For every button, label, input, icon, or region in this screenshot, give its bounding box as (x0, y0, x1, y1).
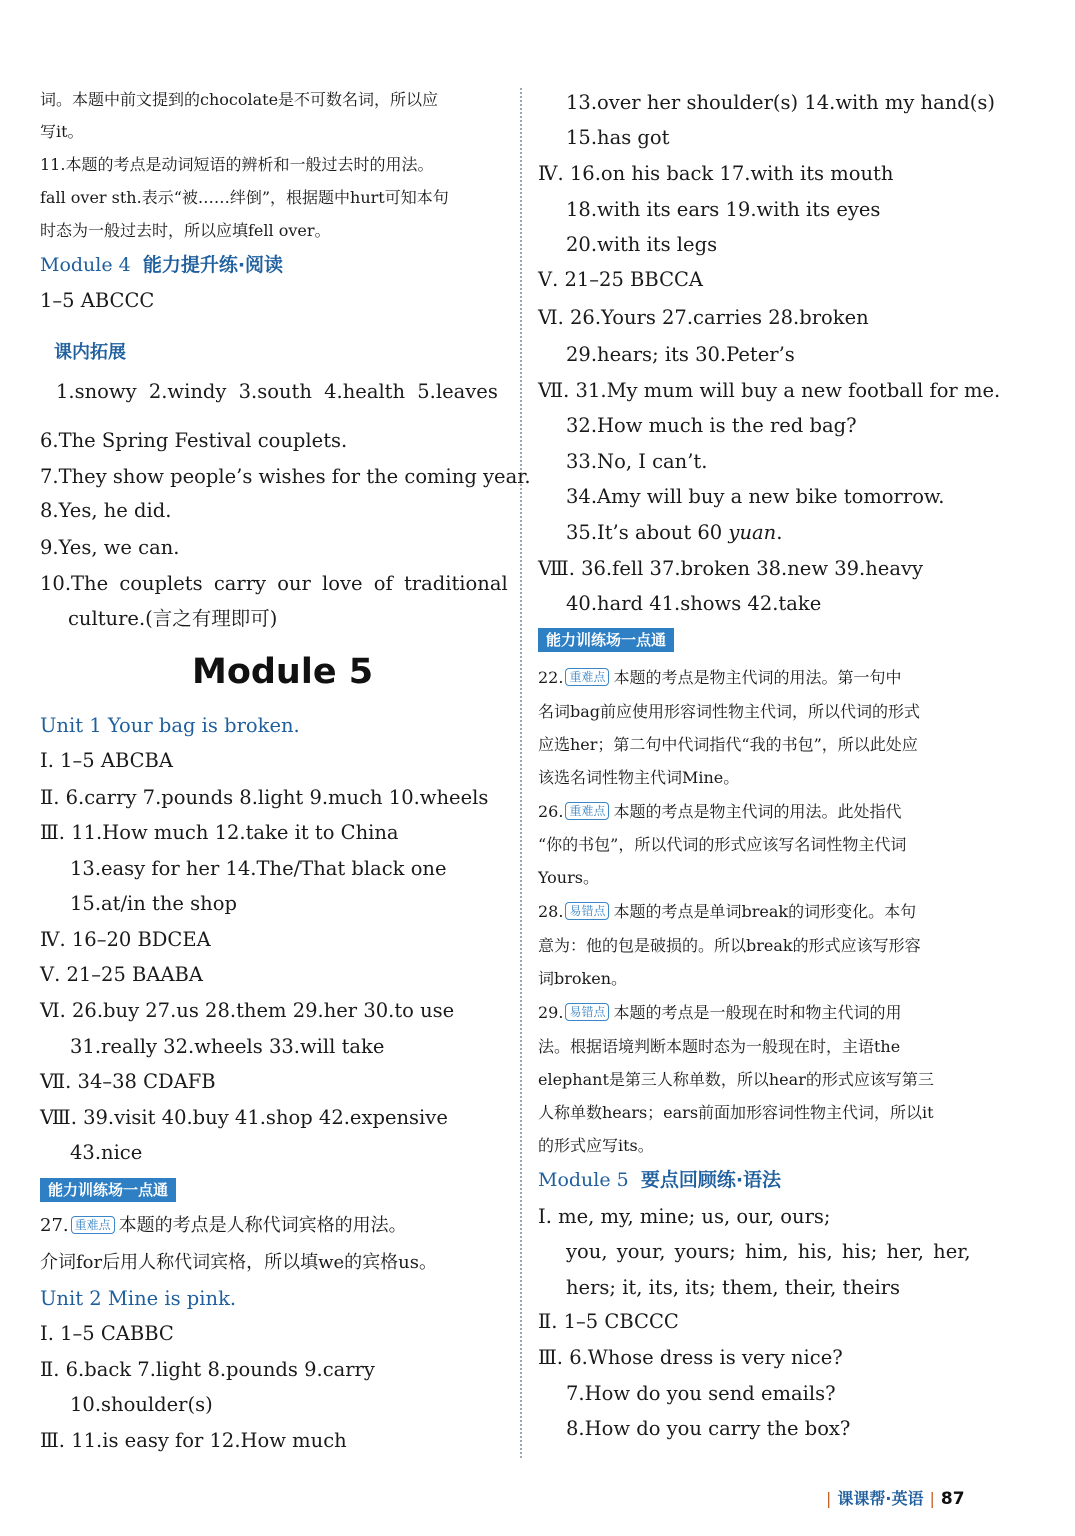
page-number: 87 (940, 1489, 965, 1509)
note-line: Yours。 (538, 868, 599, 887)
answer-line: Ⅰ. 1–5 ABCBA (40, 749, 173, 772)
answer-line: Ⅲ. 6.Whose dress is very nice? (538, 1346, 843, 1369)
answer-line: hers; it, its, its; them, their, theirs (566, 1276, 901, 1299)
brand-label: 课课帮·英语 (837, 1489, 924, 1508)
key-point-tag: 重难点 (565, 802, 609, 820)
answer-line: 7.How do you send emails? (566, 1382, 836, 1405)
answer-line: Ⅰ. me, my, mine; us, our, ours; (538, 1205, 831, 1228)
note-line: 的形式应写its。 (538, 1136, 654, 1155)
note-line: 写it。 (40, 122, 84, 141)
answer-line: Ⅷ. 36.fell 37.broken 38.new 39.heavy (538, 557, 923, 580)
answer-line: 33.No, I can’t. (566, 450, 708, 473)
answer-line: 8.Yes, he did. (40, 499, 172, 522)
unit2-heading: Unit 2 Mine is pink. (40, 1287, 237, 1310)
answer-line: Ⅷ. 39.visit 40.buy 41.shop 42.expensive (40, 1106, 448, 1129)
note-line: 26. 重难点 本题的考点是物主代词的用法。此处指代 (538, 802, 902, 821)
answer-line: 10.shoulder(s) (70, 1393, 213, 1416)
module4-heading: Module 4 能力提升练·阅读 (40, 254, 284, 276)
extension-heading: 课内拓展 (54, 342, 126, 363)
note-line: 人称单数hears；ears前面加形容词性物主代词，所以it (538, 1103, 934, 1122)
answer-line: Ⅱ. 6.carry 7.pounds 8.light 9.much 10.wheels (40, 786, 489, 809)
note-line: 时态为一般过去时，所以应填fell over。 (40, 221, 331, 240)
answer-line: Ⅶ. 34–38 CDAFB (40, 1070, 216, 1093)
answer-line: 13.over her shoulder(s) 14.with my hand(s) (566, 91, 995, 114)
column-divider (520, 88, 522, 1458)
answer-line: Ⅳ. 16.on his back 17.with its mouth (538, 162, 894, 185)
module5-title: Module 5 (192, 652, 374, 692)
module5-grammar-heading: Module 5 要点回顾练·语法 (538, 1169, 782, 1191)
note-line: elephant是第三人称单数，所以hear的形式应该写第三 (538, 1070, 934, 1089)
note-line: fall over sth.表示“被……绊倒”，根据题中hurt可知本句 (40, 188, 449, 207)
answer-line: 34.Amy will buy a new bike tomorrow. (566, 485, 945, 508)
answer-line: 6.The Spring Festival couplets. (40, 429, 348, 452)
answer-line: 10.The couplets carry our love of traditional (40, 572, 508, 595)
answer-line: you, your, yours; him, his, his; her, her, (566, 1240, 971, 1263)
answer-line: Ⅳ. 16–20 BDCEA (40, 928, 211, 951)
note-line: “你的书包”，所以代词的形式应该写名词性物主代词 (538, 835, 907, 854)
note-line: 27. 重难点 本题的考点是人称代词宾格的用法。 (40, 1215, 407, 1236)
note-line: 22. 重难点 本题的考点是物主代词的用法。第一句中 (538, 668, 902, 687)
answer-line: 13.easy for her 14.The/That black one (70, 857, 447, 880)
note-line: 28. 易错点 本题的考点是单词break的词形变化。本句 (538, 902, 917, 921)
note-line: 词broken。 (538, 969, 627, 988)
answer-line: 15.has got (566, 126, 670, 149)
error-prone-tag: 易错点 (565, 1003, 609, 1021)
answer-line: 29.hears; its 30.Peter’s (566, 343, 795, 366)
answer-line: Ⅴ. 21–25 BAABA (40, 963, 203, 986)
answer-line: 31.really 32.wheels 33.will take (70, 1035, 385, 1058)
answer-line: Ⅱ. 6.back 7.light 8.pounds 9.carry (40, 1358, 375, 1381)
note-line: 法。根据语境判断本题时态为一般现在时，主语the (538, 1037, 901, 1056)
answer-line: 35.It’s about 60 yuan. (566, 521, 783, 544)
unit1-heading: Unit 1 Your bag is broken. (40, 714, 300, 737)
training-banner: 能力训练场一点通 (40, 1178, 176, 1202)
answer-line: Ⅶ. 31.My mum will buy a new football for me. (538, 379, 1001, 402)
answer-line: Ⅵ. 26.Yours 27.carries 28.broken (538, 306, 869, 329)
note-line: 介词for后用人称代词宾格，所以填we的宾格us。 (40, 1252, 437, 1273)
answer-line: Ⅲ. 11.How much 12.take it to China (40, 821, 399, 844)
answer-line: 1–5 ABCCC (40, 289, 155, 312)
answer-line: Ⅵ. 26.buy 27.us 28.them 29.her 30.to use (40, 999, 455, 1022)
answer-line: 15.at/in the shop (70, 892, 237, 915)
note-line: 词。本题中前文提到的chocolate是不可数名词，所以应 (40, 90, 439, 109)
answer-line: 7.They show people’s wishes for the coming year. (40, 465, 531, 488)
answer-line: 8.How do you carry the box? (566, 1417, 851, 1440)
note-line: 意为：他的包是破损的。所以break的形式应该写形容 (538, 936, 921, 955)
note-line: 该选名词性物主代词Mine。 (538, 768, 740, 787)
note-line: 应选her；第二句中代词指代“我的书包”，所以此处应 (538, 735, 918, 754)
answer-line: 18.with its ears 19.with its eyes (566, 198, 881, 221)
page-footer: | 课课帮·英语 | 87 (826, 1489, 965, 1509)
key-point-tag: 重难点 (565, 668, 609, 686)
key-point-tag: 重难点 (71, 1216, 115, 1234)
answer-line: 1.snowy 2.windy 3.south 4.health 5.leaves (56, 380, 498, 403)
answer-line: 9.Yes, we can. (40, 536, 180, 559)
answer-line: 32.How much is the red bag? (566, 414, 857, 437)
answer-line: 40.hard 41.shows 42.take (566, 592, 822, 615)
answer-line: Ⅱ. 1–5 CBCCC (538, 1310, 679, 1333)
answer-line: culture.(言之有理即可) (68, 607, 278, 630)
answer-line: Ⅴ. 21–25 BBCCA (538, 268, 703, 291)
error-prone-tag: 易错点 (565, 902, 609, 920)
training-banner: 能力训练场一点通 (538, 628, 674, 652)
note-line: 29. 易错点 本题的考点是一般现在时和物主代词的用 (538, 1003, 902, 1022)
answer-line: 43.nice (70, 1141, 143, 1164)
answer-line: 20.with its legs (566, 233, 718, 256)
answer-line: Ⅰ. 1–5 CABBC (40, 1322, 174, 1345)
note-line: 11.本题的考点是动词短语的辨析和一般过去时的用法。 (40, 155, 434, 174)
note-line: 名词bag前应使用形容词性物主代词，所以代词的形式 (538, 702, 921, 721)
answer-line: Ⅲ. 11.is easy for 12.How much (40, 1429, 347, 1452)
